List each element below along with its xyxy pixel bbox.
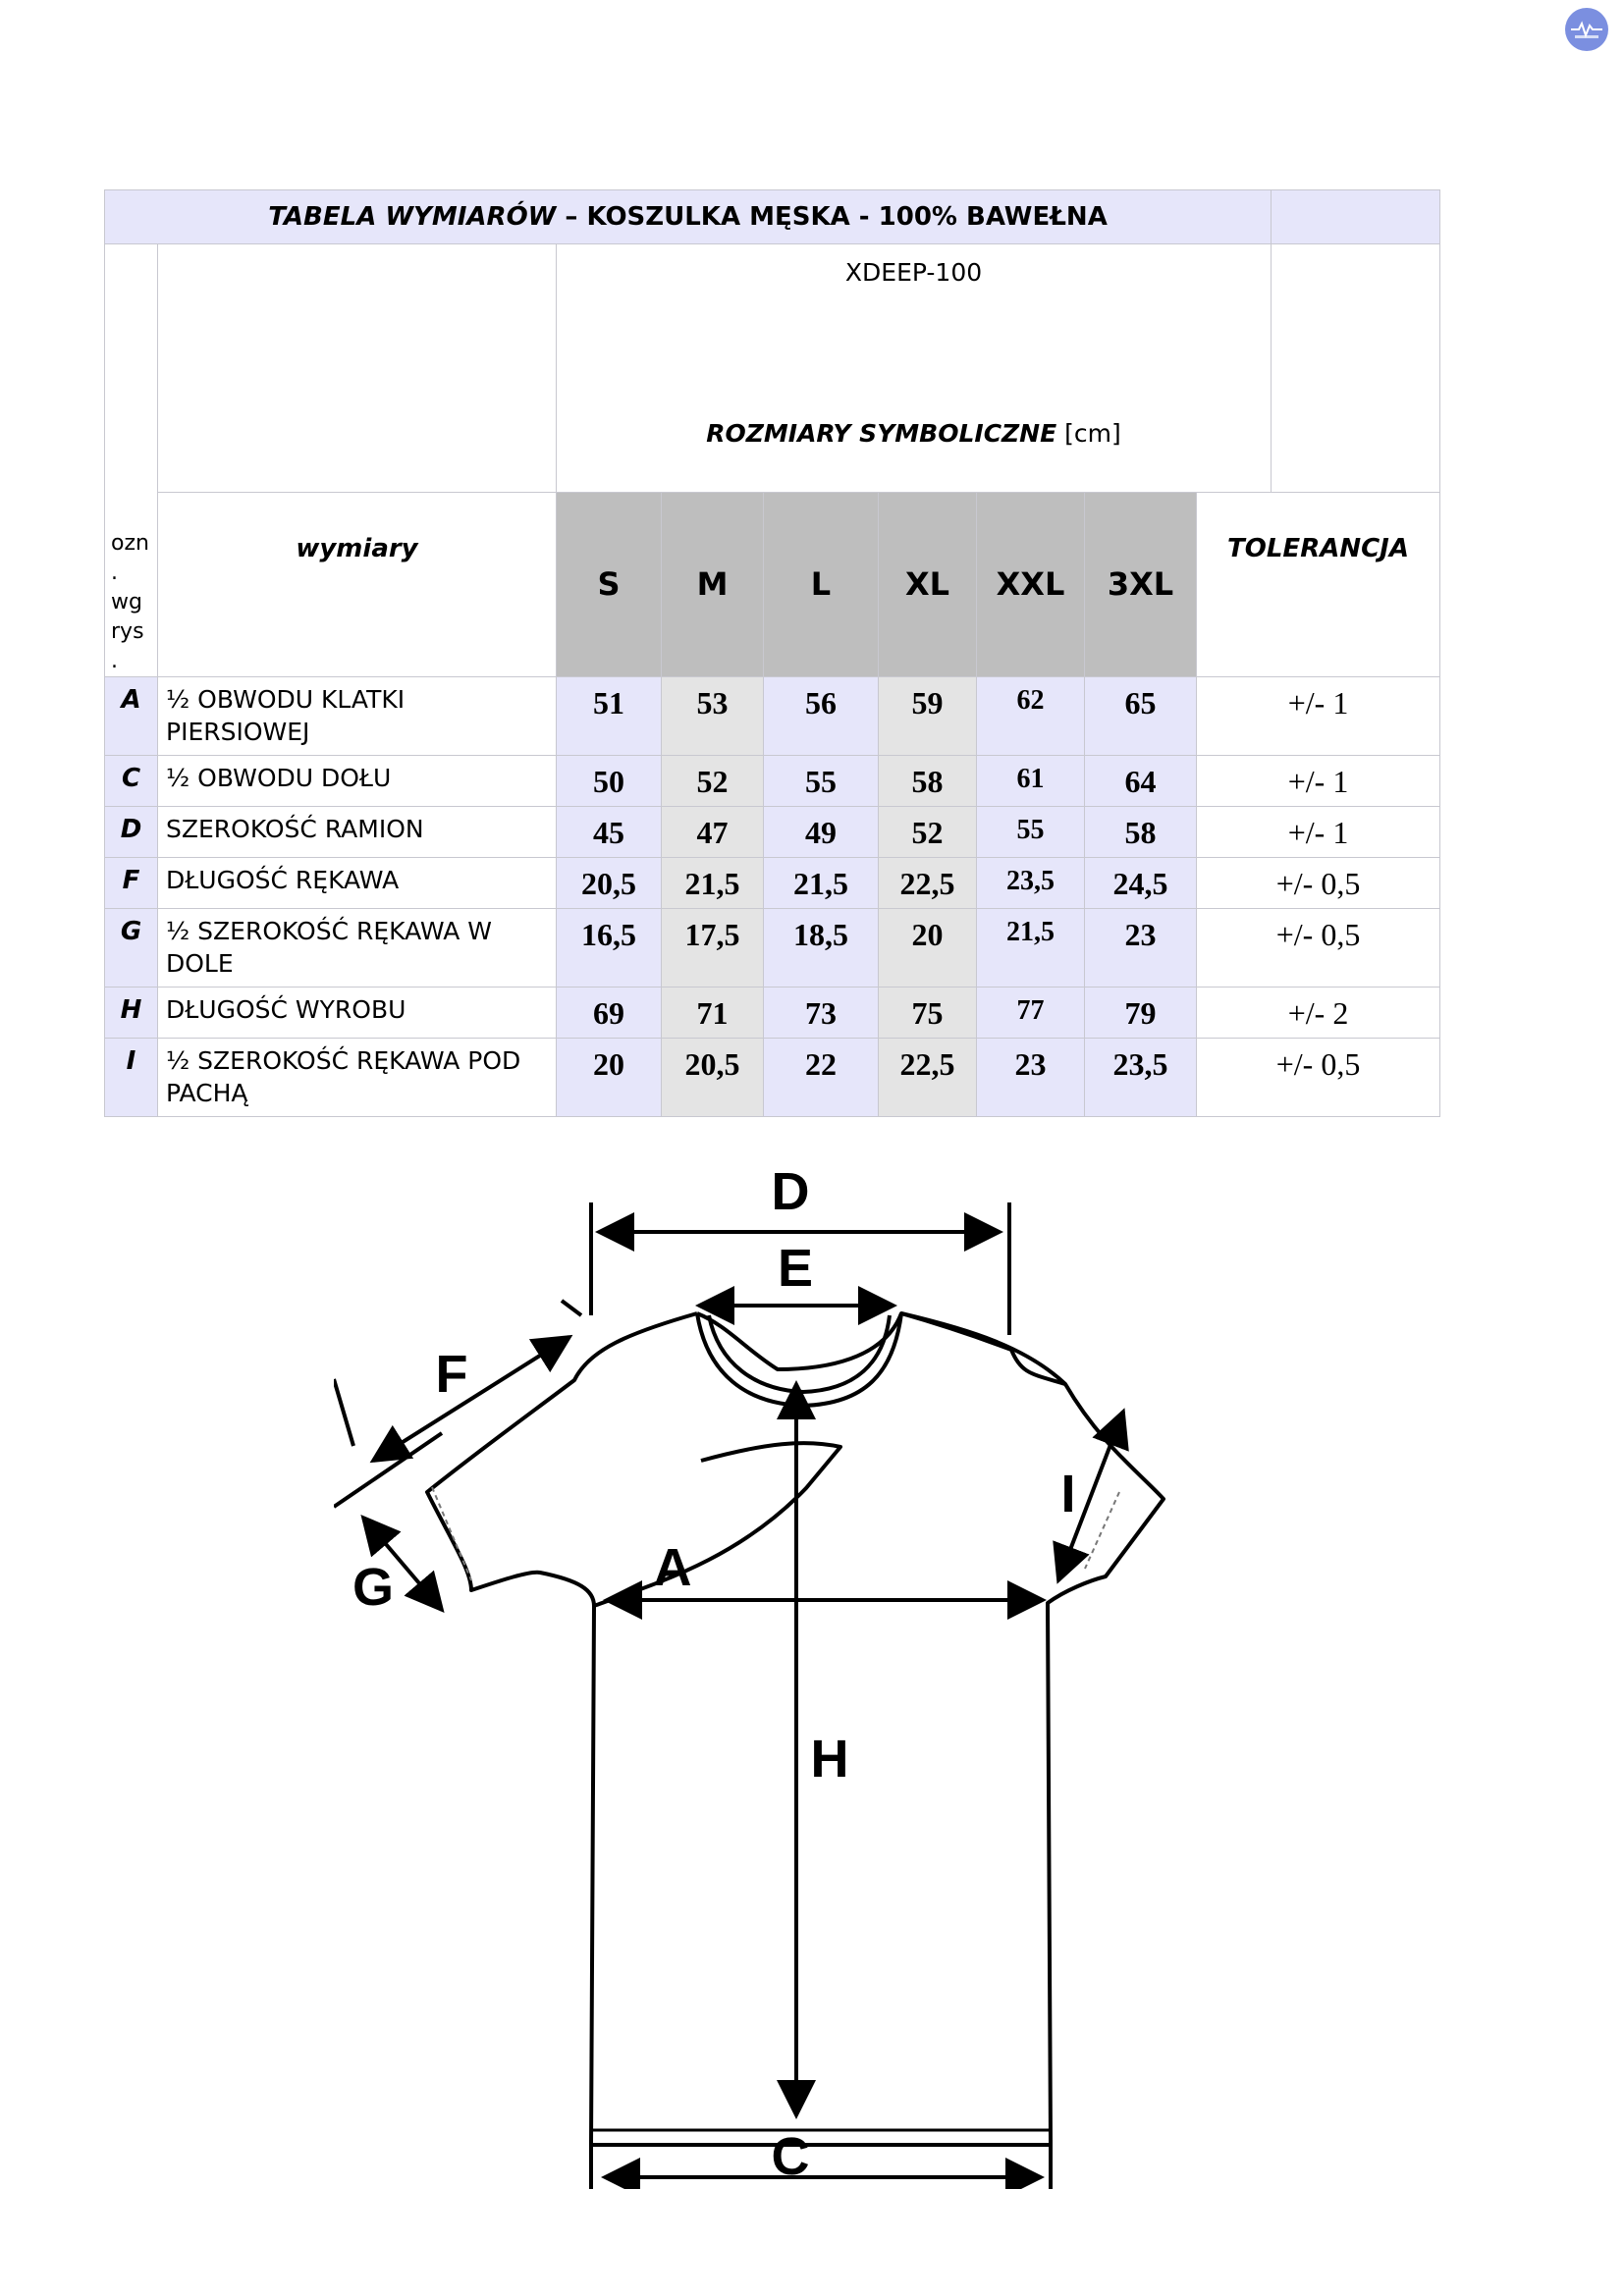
label-d: D: [771, 1162, 810, 1221]
value-cell: 17,5: [662, 909, 764, 988]
label-h: H: [810, 1730, 849, 1789]
value-cell: 69: [557, 988, 662, 1039]
value-cell: 45: [557, 807, 662, 858]
marker-header-line: wg: [111, 590, 142, 614]
value-cell: 64: [1085, 756, 1197, 807]
row-label: [158, 677, 557, 756]
size-header-3xl: 3XL: [1085, 492, 1197, 676]
tolerance-cell: +/- 0,5: [1197, 858, 1440, 909]
size-header-xxl: XXL: [977, 492, 1085, 676]
value-cell: 73: [764, 988, 879, 1039]
marker-column-header: [105, 244, 158, 677]
value-cell: 55: [977, 807, 1085, 858]
value-cell: 52: [879, 807, 977, 858]
value-cell: 56: [764, 677, 879, 756]
table-row: [105, 677, 1440, 756]
row-label-line: ½ OBWODU DOŁU: [166, 764, 392, 792]
value-cell: 47: [662, 807, 764, 858]
row-label-line: ½ SZEROKOŚĆ RĘKAWA POD: [166, 1046, 521, 1075]
value-cell: 20: [879, 909, 977, 988]
label-i: I: [1060, 1465, 1076, 1523]
label-g: G: [352, 1558, 395, 1617]
right-sleeve-hem: [1085, 1492, 1119, 1569]
table-title-italic: TABELA WYMIARÓW: [268, 202, 557, 232]
label-c: C: [771, 2127, 810, 2186]
tshirt-outline: [591, 1313, 1164, 2145]
row-label: [158, 988, 557, 1039]
value-cell: 62: [977, 677, 1085, 756]
value-cell: 53: [662, 677, 764, 756]
value-cell: 22: [764, 1039, 879, 1117]
value-cell: 21,5: [764, 858, 879, 909]
row-letter: A: [105, 677, 158, 756]
product-code: XDEEP-100: [844, 258, 983, 287]
value-cell: 58: [879, 756, 977, 807]
tolerance-cell: +/- 0,5: [1197, 909, 1440, 988]
value-cell: 20,5: [662, 1039, 764, 1117]
tshirt-right-shoulder: [901, 1313, 1065, 1384]
size-header-m: M: [662, 492, 764, 676]
value-cell: 23: [977, 1039, 1085, 1117]
table-title-empty-cell: [1272, 190, 1440, 244]
value-cell: 22,5: [879, 1039, 977, 1117]
value-cell: 23: [1085, 909, 1197, 988]
table-row: [105, 1039, 1440, 1117]
table-row: [105, 909, 1440, 988]
marker-header-line: .: [111, 649, 118, 673]
row-letter: I: [105, 1039, 158, 1117]
value-cell: 50: [557, 756, 662, 807]
tolerance-cell: +/- 1: [1197, 677, 1440, 756]
value-cell: 79: [1085, 988, 1197, 1039]
tolerance-cell: +/- 2: [1197, 988, 1440, 1039]
table-row: [105, 988, 1440, 1039]
empty-header-cell: [158, 244, 557, 493]
row-letter: G: [105, 909, 158, 988]
row-label-line: ½ OBWODU KLATKI: [166, 685, 406, 714]
value-cell: 22,5: [879, 858, 977, 909]
value-cell: 58: [1085, 807, 1197, 858]
size-chart-table: [104, 189, 1440, 1117]
row-label: [158, 909, 557, 988]
value-cell: 52: [662, 756, 764, 807]
row-label-line: DŁUGOŚĆ RĘKAWA: [166, 866, 400, 894]
row-label: [158, 807, 557, 858]
tolerance-cell: +/- 0,5: [1197, 1039, 1440, 1117]
sizes-caption-bold: ROZMIARY SYMBOLICZNE: [706, 419, 1057, 448]
measure-f: [373, 1337, 569, 1461]
value-cell: 20: [557, 1039, 662, 1117]
size-header-l: L: [764, 492, 879, 676]
empty-header-cell: [1272, 244, 1440, 493]
value-cell: 20,5: [557, 858, 662, 909]
value-cell: 75: [879, 988, 977, 1039]
row-label-line: PACHĄ: [166, 1079, 248, 1107]
value-cell: 77: [977, 988, 1085, 1039]
value-cell: 61: [977, 756, 1085, 807]
row-letter: D: [105, 807, 158, 858]
label-a: A: [653, 1538, 692, 1597]
value-cell: 71: [662, 988, 764, 1039]
company-logo-icon: [1563, 6, 1610, 53]
marker-header-line: rys: [111, 619, 144, 644]
row-letter: C: [105, 756, 158, 807]
size-header-s: S: [557, 492, 662, 676]
row-label: [158, 756, 557, 807]
row-label: [158, 858, 557, 909]
row-label: [158, 1039, 557, 1117]
table-row: [105, 807, 1440, 858]
value-cell: 23,5: [977, 858, 1085, 909]
label-f: F: [435, 1345, 468, 1404]
value-cell: 24,5: [1085, 858, 1197, 909]
row-label-line: DŁUGOŚĆ WYROBU: [166, 995, 406, 1024]
row-label-line: DOLE: [166, 949, 234, 978]
tshirt-diagram: [334, 1148, 1218, 2189]
table-title-rest: – KOSZULKA MĘSKA - 100% BAWEŁNA: [556, 202, 1108, 232]
value-cell: 59: [879, 677, 977, 756]
row-label-line: PIERSIOWEJ: [166, 718, 310, 746]
tolerance-cell: +/- 1: [1197, 756, 1440, 807]
table-row: [105, 756, 1440, 807]
marker-header-line: ozn: [111, 531, 149, 556]
value-cell: 55: [764, 756, 879, 807]
table-row: [105, 858, 1440, 909]
value-cell: 21,5: [662, 858, 764, 909]
table-title: [105, 190, 1272, 244]
row-letter: H: [105, 988, 158, 1039]
sizes-caption-unit: [cm]: [1056, 419, 1121, 448]
value-cell: 65: [1085, 677, 1197, 756]
size-header-xl: XL: [879, 492, 977, 676]
row-label-line: SZEROKOŚĆ RAMION: [166, 815, 424, 843]
row-letter: F: [105, 858, 158, 909]
row-label-line: ½ SZEROKOŚĆ RĘKAWA W: [166, 917, 492, 945]
marker-header-line: .: [111, 561, 118, 585]
value-cell: 49: [764, 807, 879, 858]
value-cell: 21,5: [977, 909, 1085, 988]
value-cell: 18,5: [764, 909, 879, 988]
value-cell: 51: [557, 677, 662, 756]
tolerance-column-header: TOLERANCJA: [1197, 492, 1440, 676]
product-code-cell: [557, 244, 1272, 493]
tolerance-cell: +/- 1: [1197, 807, 1440, 858]
dimension-column-header: wymiary: [158, 492, 557, 676]
value-cell: 23,5: [1085, 1039, 1197, 1117]
sizes-caption: [557, 419, 1271, 448]
label-e: E: [777, 1239, 814, 1298]
value-cell: 16,5: [557, 909, 662, 988]
